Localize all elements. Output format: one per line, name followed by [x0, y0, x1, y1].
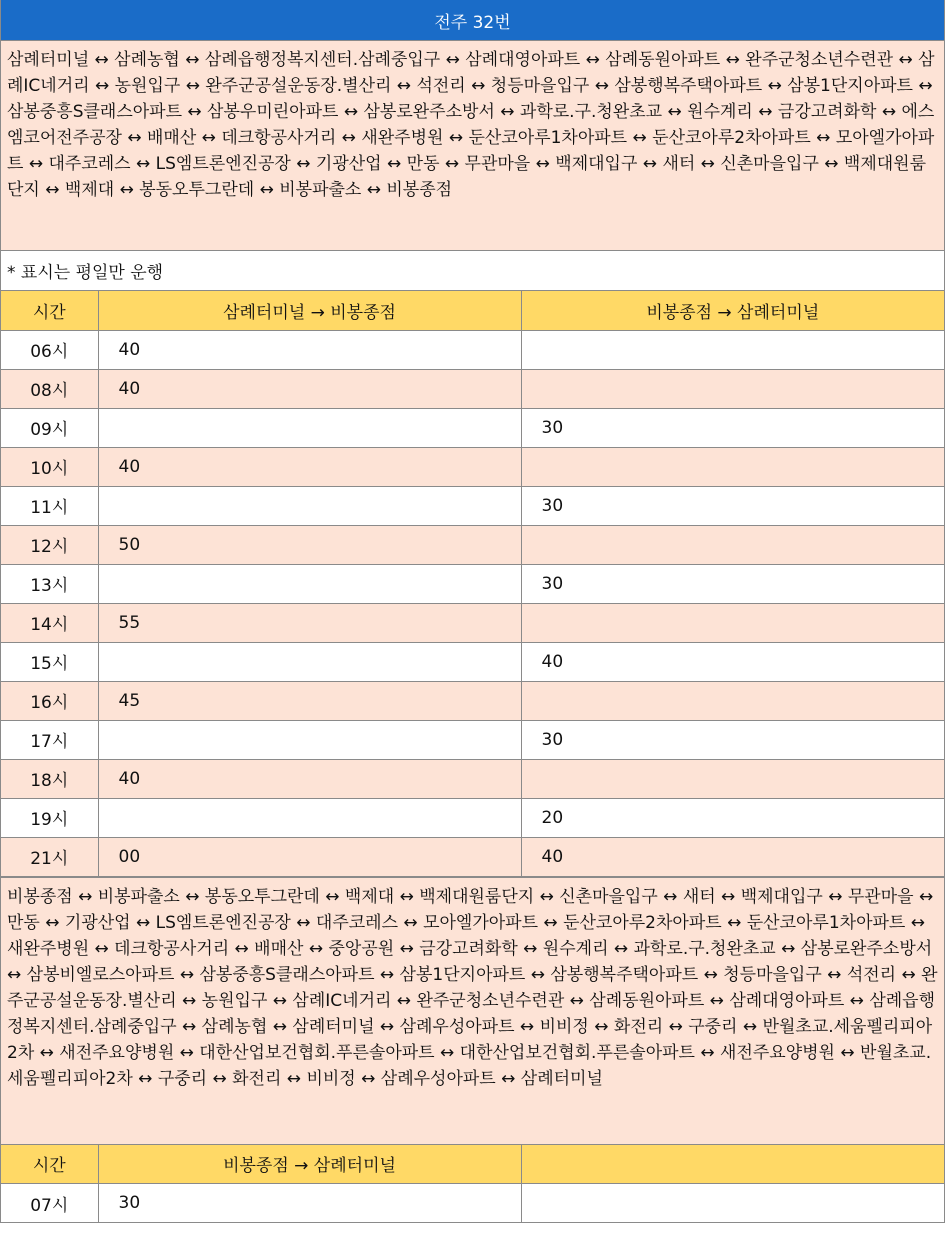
hour-cell: 14시: [1, 603, 98, 642]
hour-cell: 10시: [1, 447, 98, 486]
table-row: [1, 369, 944, 408]
hour-cell: 16시: [1, 681, 98, 720]
minute-cell-forward: 55: [98, 603, 521, 642]
header-direction-1: 삼례터미널 → 비봉종점: [98, 291, 521, 330]
minute-cell-reverse: 30: [521, 408, 944, 447]
minute-cell-forward: [98, 720, 521, 759]
table-row: [1, 837, 944, 876]
hour-cell: 07시: [1, 1184, 98, 1223]
header-direction-2: [521, 1145, 944, 1184]
hour-cell: 06시: [1, 330, 98, 369]
hour-cell: 21시: [1, 837, 98, 876]
minute-cell-forward: 30: [98, 1184, 521, 1223]
hour-cell: 11시: [1, 486, 98, 525]
hour-cell: 19시: [1, 798, 98, 837]
page-title: 전주 32번: [1, 0, 944, 41]
minute-cell-reverse: [521, 681, 944, 720]
hour-cell: 08시: [1, 369, 98, 408]
minute-cell-reverse: [521, 603, 944, 642]
minute-cell-forward: 40: [98, 369, 521, 408]
minute-cell-forward: 00: [98, 837, 521, 876]
minute-cell-reverse: 30: [521, 564, 944, 603]
table-row: [1, 486, 944, 525]
minute-cell-forward: [98, 564, 521, 603]
minute-cell-reverse: [521, 1184, 944, 1223]
hour-cell: 18시: [1, 759, 98, 798]
hour-cell: 12시: [1, 525, 98, 564]
table-row: [1, 798, 944, 837]
minute-cell-forward: [98, 798, 521, 837]
minute-cell-forward: [98, 408, 521, 447]
hour-cell: 09시: [1, 408, 98, 447]
hour-cell: 17시: [1, 720, 98, 759]
table-row: [1, 447, 944, 486]
minute-cell-forward: 50: [98, 525, 521, 564]
minute-cell-forward: 45: [98, 681, 521, 720]
table-row: [1, 525, 944, 564]
header-direction-1: 비봉종점 → 삼례터미널: [98, 1145, 521, 1184]
table-row: [1, 330, 944, 369]
table-row: [1, 1184, 944, 1223]
table-row: [1, 564, 944, 603]
minute-cell-reverse: [521, 759, 944, 798]
header-time: 시간: [1, 1145, 98, 1184]
table-row: [1, 642, 944, 681]
route-reverse: 비봉종점 ↔ 비봉파출소 ↔ 봉동오투그란데 ↔ 백제대 ↔ 백제대원룸단지 ↔ 신촌마을입구 ↔ 새터 ↔ 백제대입구 ↔ 무관마을 ↔ 만동 ↔ 기광산업 ↔ LS엠트론엔진공장 ↔ 대주코레스 ↔ 모아엘가아파트 ↔ 둔산코아루2차아파트 ↔ 둔산코아루1차아파트 ↔ 새완주병원 ↔ 데크항공사거리 ↔ 배매산 ↔ 중앙공원 ↔ 금강고려화학 ↔ 원수계리 ↔ 과학로.구.청완초교 ↔ 삼봉로완주소방서 ↔ 삼봉비엘로스아파트 ↔ 삼봉중흥S클래스아파트 ↔ 삼봉1단지아파트 ↔ 삼봉행복주택아파트 ↔ 청등마을입구 ↔ 석전리 ↔ 완주군공설운동장.별산리 ↔ 농원입구 ↔ 삼례IC네거리 ↔ 완주군청소년수련관 ↔ 삼례동원아파트 ↔ 삼례대영아파트 ↔ 삼례읍행정복지센터.삼례중입구 ↔ 삼례농협 ↔ 삼례터미널 ↔ 삼례우성아파트 ↔ 비비정 ↔ 화전리 ↔ 구중리 ↔ 반월초교.세움펠리피아2차 ↔ 새전주요양병원 ↔ 대한산업보건협회.푸른솔아파트 ↔ 대한산업보건협회.푸른솔아파트 ↔ 새전주요양병원 ↔ 반월초교.세움펠리피아2차 ↔ 구중리 ↔ 화전리 ↔ 비비정 ↔ 삼례우성아파트 ↔ 삼례터미널: [1, 877, 944, 1145]
hour-cell: 15시: [1, 642, 98, 681]
table-row: [1, 408, 944, 447]
table-header-row: [1, 1145, 944, 1184]
timetable-table-2: [1, 1145, 944, 1224]
minute-cell-forward: 40: [98, 447, 521, 486]
table-row: [1, 681, 944, 720]
header-time: 시간: [1, 291, 98, 330]
table-row: [1, 759, 944, 798]
timetable-table-1: [1, 291, 944, 877]
table-header-row: [1, 291, 944, 330]
minute-cell-forward: 40: [98, 330, 521, 369]
header-direction-2: 비봉종점 → 삼례터미널: [521, 291, 944, 330]
minute-cell-reverse: 40: [521, 642, 944, 681]
minute-cell-forward: [98, 642, 521, 681]
minute-cell-reverse: 30: [521, 486, 944, 525]
table-row: [1, 720, 944, 759]
minute-cell-reverse: 20: [521, 798, 944, 837]
minute-cell-reverse: 40: [521, 837, 944, 876]
route-forward: 삼례터미널 ↔ 삼례농협 ↔ 삼례읍행정복지센터.삼례중입구 ↔ 삼례대영아파트 ↔ 삼례동원아파트 ↔ 완주군청소년수련관 ↔ 삼례IC네거리 ↔ 농원입구 ↔ 완주군공설운동장.별산리 ↔ 석전리 ↔ 청등마을입구 ↔ 삼봉행복주택아파트 ↔ 삼봉1단지아파트 ↔ 삼봉중흥S클래스아파트 ↔ 삼봉우미린아파트 ↔ 삼봉로완주소방서 ↔ 과학로.구.청완초교 ↔ 원수계리 ↔ 금강고려화학 ↔ 에스엠코어전주공장 ↔ 배매산 ↔ 데크항공사거리 ↔ 새완주병원 ↔ 둔산코아루1차아파트 ↔ 둔산코아루2차아파트 ↔ 모아엘가아파트 ↔ 대주코레스 ↔ LS엠트론엔진공장 ↔ 기광산업 ↔ 만동 ↔ 무관마을 ↔ 백제대입구 ↔ 새터 ↔ 신촌마을입구 ↔ 백제대원룸단지 ↔ 백제대 ↔ 봉동오투그란데 ↔ 비봉파출소 ↔ 비봉종점: [1, 41, 944, 251]
minute-cell-reverse: [521, 330, 944, 369]
minute-cell-reverse: [521, 369, 944, 408]
minute-cell-forward: 40: [98, 759, 521, 798]
minute-cell-reverse: [521, 525, 944, 564]
minute-cell-reverse: [521, 447, 944, 486]
hour-cell: 13시: [1, 564, 98, 603]
weekday-note: * 표시는 평일만 운행: [1, 251, 944, 291]
table-row: [1, 603, 944, 642]
minute-cell-forward: [98, 486, 521, 525]
minute-cell-reverse: 30: [521, 720, 944, 759]
